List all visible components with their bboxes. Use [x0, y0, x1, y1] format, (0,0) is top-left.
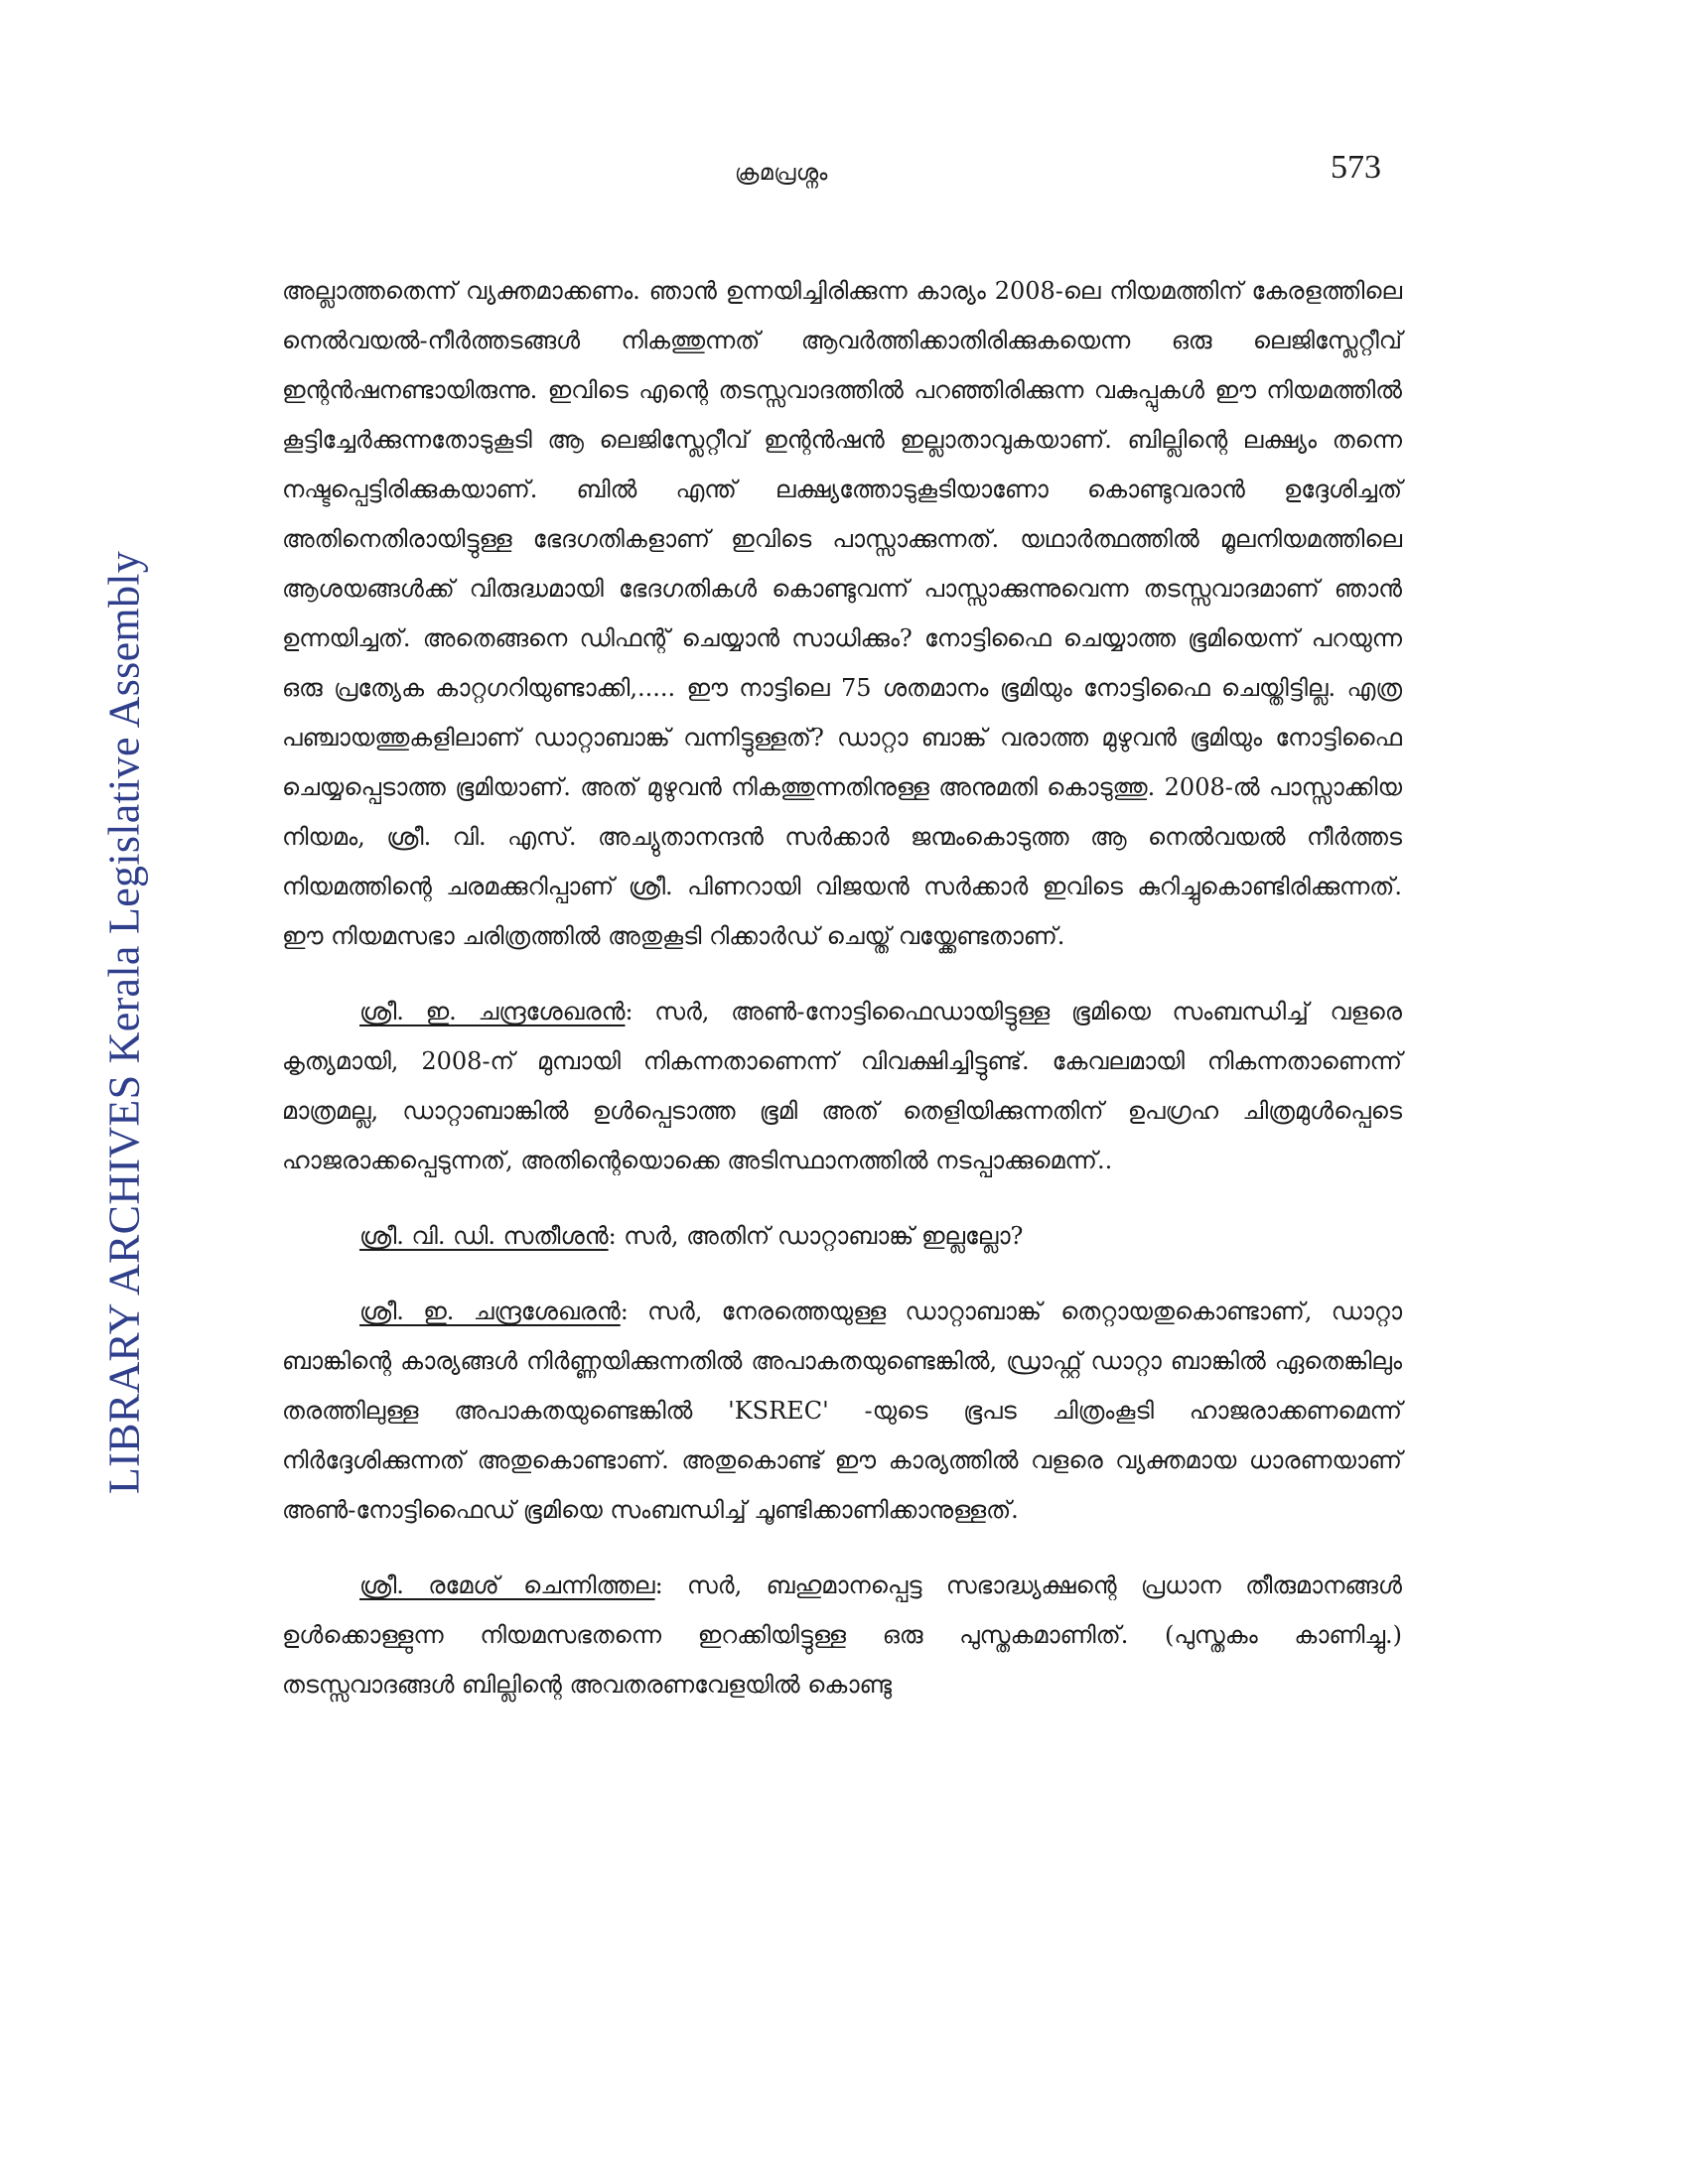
speech-text: : സർ, അൺ-നോട്ടിഫൈഡായിട്ടുള്ള ഭൂമിയെ സംബന്ധിച്ച് വളരെ കൃത്യമായി, 2008-ന് മുമ്പായി നികന്നതാണെന്ന് വിവക്ഷിച്ചിട്ടുണ്ട്. കേവലമായി നികന്നതാണെന്ന് മാത്രമല്ല, ഡാറ്റാബാങ്കിൽ ഉൾപ്പെടാത്ത ഭൂമി അത് തെളിയിക്കുന്നതിന് ഉപഗ്രഹ ചിത്രമുൾപ്പെടെ ഹാജരാക്കപ്പെടുന്നത്, അതിന്റെയൊക്കെ അടിസ്ഥാനത്തിൽ നടപ്പാക്കുമെന്ന്.. [282, 998, 1402, 1174]
speaker-name: ശ്രീ. വി. ഡി. സതീശൻ [359, 1222, 609, 1250]
speaker-name: ശ്രീ. ഇ. ചന്ദ്രശേഖരൻ [359, 1297, 621, 1325]
speech-paragraph [282, 987, 1402, 1185]
running-header-title: ക്രമപ്രശ്നം [735, 161, 828, 186]
document-body [282, 266, 1402, 1735]
archive-watermark: LIBRARY ARCHIVES Kerala Legislative Assembly [99, 550, 149, 1495]
speech-text: : സർ, നേരത്തെയുള്ള ഡാറ്റാബാങ്ക് തെറ്റായതുകൊണ്ടാണ്, ഡാറ്റാ ബാങ്കിന്റെ കാര്യങ്ങൾ നിർണ്ണയിക്കുന്നതിൽ അപാകതയുണ്ടെങ്കിൽ, ഡ്രാഫ്റ്റ് ഡാറ്റാ ബാങ്കിൽ ഏതെങ്കിലും തരത്തിലുള്ള അപാകതയുണ്ടെങ്കിൽ 'KSREC' -യുടെ ഭൂപട ചിത്രംകൂടി ഹാജരാക്കണമെന്ന് നിർദ്ദേശിക്കുന്നത് അതുകൊണ്ടാണ്. അതുകൊണ്ട് ഈ കാര്യത്തിൽ വളരെ വ്യക്തമായ ധാരണയാണ് അൺ-നോട്ടിഫൈഡ് ഭൂമിയെ സംബന്ധിച്ച് ചൂണ്ടിക്കാണിക്കാനുള്ളത്. [282, 1297, 1403, 1524]
speech-text: : സർ, ബഹുമാനപ്പെട്ട സഭാദ്ധ്യക്ഷന്റെ പ്രധാന തീരുമാനങ്ങൾ ഉൾക്കൊള്ളുന്ന നിയമസഭതന്നെ ഇറക്കിയിട്ടുള്ള ഒരു പുസ്തകമാണിത്. (പുസ്തകം കാണിച്ചു.) തടസ്സവാദങ്ങൾ ബില്ലിന്റെ അവതരണവേളയിൽ കൊണ്ടു [282, 1571, 1402, 1699]
speech-text: : സർ, അതിന് ഡാറ്റാബാങ്ക് ഇല്ലല്ലോ? [608, 1222, 1024, 1250]
paragraph-continuation [282, 266, 1402, 961]
page-number: 573 [1331, 149, 1381, 186]
speaker-name: ശ്രീ. ഇ. ചന്ദ്രശേഖരൻ [359, 998, 626, 1025]
speech-paragraph [282, 1287, 1402, 1535]
speaker-name: ശ്രീ. രമേശ് ചെന്നിത്തല [359, 1571, 655, 1599]
speech-paragraph [282, 1211, 1402, 1261]
speech-paragraph [282, 1561, 1402, 1709]
paragraph-text: അല്ലാത്തതെന്ന് വ്യക്തമാക്കണം. ഞാൻ ഉന്നയിച്ചിരിക്കുന്ന കാര്യം 2008-ലെ നിയമത്തിന് കേരളത്തിലെ നെൽവയൽ-നീർത്തടങ്ങൾ നികത്തുന്നത് ആവർത്തിക്കാതിരിക്കുകയെന്ന ഒരു ലെജിസ്ലേറ്റീവ് ഇന്റൻഷനണ്ടായിരുന്നു. ഇവിടെ എന്റെ തടസ്സവാദത്തിൽ പറഞ്ഞിരിക്കുന്ന വകുപ്പുകൾ ഈ നിയമത്തിൽ കൂട്ടിച്ചേർക്കുന്നതോടുകൂടി ആ ലെജിസ്ലേറ്റീവ് ഇന്റൻഷൻ ഇല്ലാതാവുകയാണ്. ബില്ലിന്റെ ലക്ഷ്യം തന്നെ നഷ്ടപ്പെട്ടിരിക്കുകയാണ്. ബിൽ എന്ത് ലക്ഷ്യത്തോടുകൂടിയാണോ കൊണ്ടുവരാൻ ഉദ്ദേശിച്ചത് അതിനെതിരായിട്ടുള്ള ഭേദഗതികളാണ് ഇവിടെ പാസ്സാക്കുന്നത്. യഥാർത്ഥത്തിൽ മൂലനിയമത്തിലെ ആശയങ്ങൾക്ക് വിരുദ്ധമായി ഭേദഗതികൾ കൊണ്ടുവന്ന് പാസ്സാക്കുന്നുവെന്ന തടസ്സവാദമാണ് ഞാൻ ഉന്നയിച്ചത്. അതെങ്ങനെ ഡിഫന്റ് ചെയ്യാൻ സാധിക്കും? നോട്ടിഫൈ ചെയ്യാത്ത ഭൂമിയെന്ന് പറയുന്ന ഒരു പ്രത്യേക കാറ്റഗറിയുണ്ടാക്കി,..... ഈ നാട്ടിലെ 75 ശതമാനം ഭൂമിയും നോട്ടിഫൈ ചെയ്തിട്ടില്ല. എത്ര പഞ്ചായത്തുകളിലാണ് ഡാറ്റാബാങ്ക് വന്നിട്ടുള്ളത്? ഡാറ്റാ ബാങ്ക് വരാത്ത മുഴുവൻ ഭൂമിയും നോട്ടിഫൈ ചെയ്യപ്പെടാത്ത ഭൂമിയാണ്. അത് മുഴുവൻ നികത്തുന്നതിനുള്ള അനുമതി കൊടുത്തു. 2008-ൽ പാസ്സാക്കിയ നിയമം, ശ്രീ. വി. എസ്. അച്യുതാനന്ദൻ സർക്കാർ ജന്മംകൊടുത്ത ആ നെൽവയൽ നീർത്തട നിയമത്തിന്റെ ചരമക്കുറിപ്പാണ് ശ്രീ. പിണറായി വിജയൻ സർക്കാർ ഇവിടെ കുറിച്ചുകൊണ്ടിരിക്കുന്നത്. ഈ നിയമസഭാ ചരിത്രത്തിൽ അതുകൂടി റിക്കാർഡ് ചെയ്ത് വയ്ക്കേണ്ടതാണ്. [282, 277, 1402, 950]
